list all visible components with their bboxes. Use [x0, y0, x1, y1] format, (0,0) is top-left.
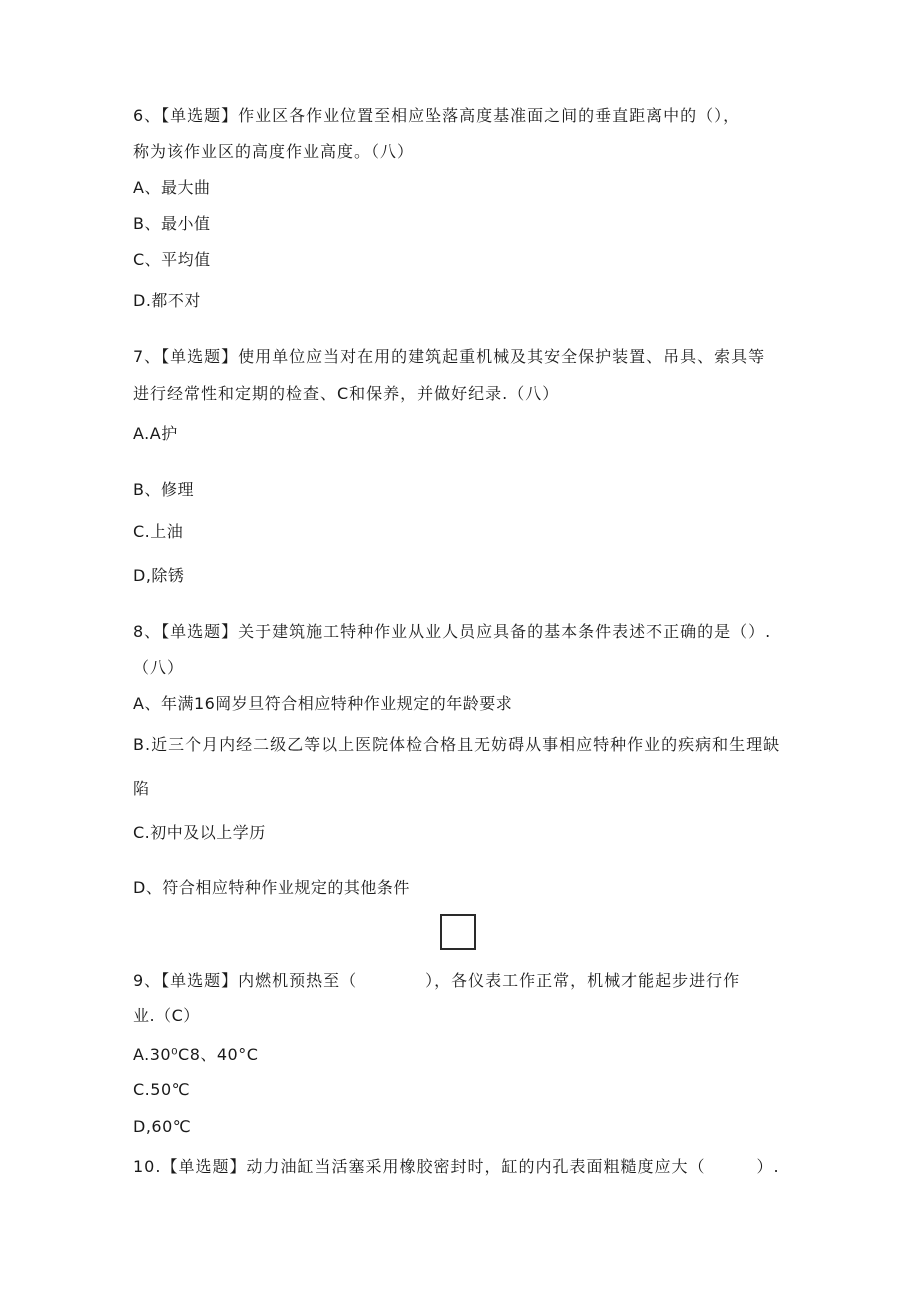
- question-6-option-a: A、最大曲: [133, 178, 211, 197]
- question-9-option-a: A.30⁰C8、40°C: [133, 1045, 259, 1064]
- question-7-option-d: D,除锈: [133, 566, 185, 585]
- question-7-option-a: A.A护: [133, 424, 178, 443]
- question-8-option-a: A、年满16岡岁旦符合相应特种作业规定的年龄要求: [133, 694, 513, 713]
- question-7-option-b: B、修理: [133, 480, 194, 499]
- question-8-option-c: C.初中及以上学历: [133, 823, 266, 842]
- question-10-stem-line-1: 10.【单选题】动力油缸当活塞采用橡胶密封时，缸的内孔表面粗糙度应大（ ）.: [133, 1157, 780, 1176]
- question-8-stem-line-2: （八）: [133, 658, 185, 677]
- question-6-option-c: C、平均值: [133, 250, 211, 269]
- question-6-option-b: B、最小值: [133, 214, 211, 233]
- question-8-option-b-line-2: 陷: [133, 779, 150, 798]
- question-9-stem-line-1: 9、【单选题】内燃机预热至（ ），各仪表工作正常，机械才能起步进行作: [133, 971, 741, 990]
- question-9-stem-line-2: 业.（C）: [133, 1006, 200, 1025]
- empty-square-box: [440, 914, 476, 950]
- question-8-stem-line-1: 8、【单选题】关于建筑施工特种作业从业人员应具备的基本条件表述不正确的是（）.: [133, 622, 772, 641]
- question-9-option-c: C.50℃: [133, 1080, 191, 1099]
- question-6-option-d: D.都不对: [133, 291, 201, 310]
- question-7-stem-line-1: 7、【单选题】使用单位应当对在用的建筑起重机械及其安全保护装置、吊具、索具等: [133, 347, 766, 366]
- question-7-stem-line-2: 进行经常性和定期的检查、C和保养，并做好纪录.（八）: [133, 384, 560, 403]
- question-6-stem-line-2: 称为该作业区的高度作业高度。（八）: [133, 142, 415, 161]
- question-7-option-c: C.上油: [133, 522, 184, 541]
- question-9-option-d: D,60℃: [133, 1117, 192, 1136]
- question-6-stem-line-1: 6、【单选题】作业区各作业位置至相应坠落高度基准面之间的垂直距离中的（），: [133, 106, 741, 125]
- question-8-option-d: D、符合相应特种作业规定的其他条件: [133, 878, 410, 897]
- question-8-option-b-line-1: B.近三个月内经二级乙等以上医院体检合格且无妨碍从事相应特种作业的疾病和生理缺: [133, 735, 781, 754]
